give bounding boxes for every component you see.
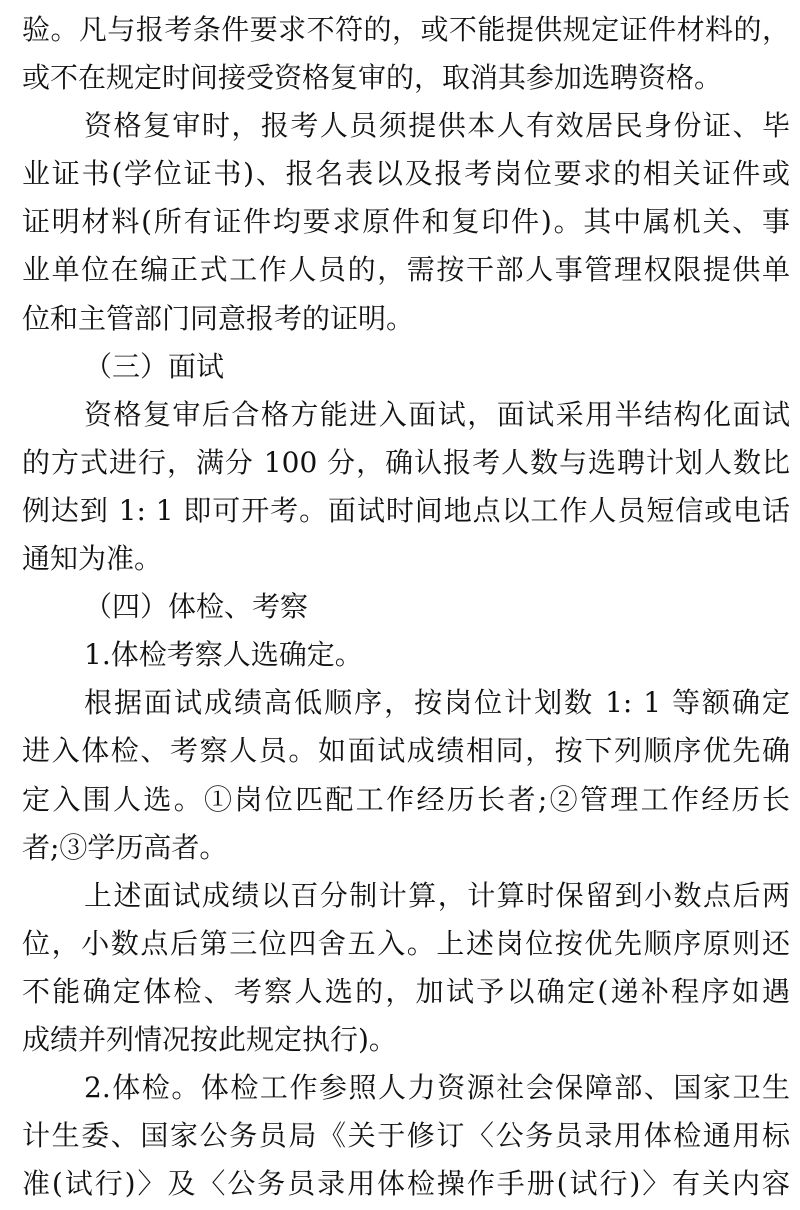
text-line: 成绩并列情况按此规定执行)。 (22, 1022, 397, 1056)
text-line: 者;③学历高者。 (22, 830, 228, 864)
text-line: 业单位在编正式工作人员的，需按干部人事管理权限提供单 (22, 253, 790, 287)
text-line: 例达到 1: 1 即可开考。面试时间地点以工作人员短信或电话 (22, 493, 790, 527)
text-line: 2.体检。体检工作参照人力资源社会保障部、国家卫生 (84, 1071, 790, 1105)
text-line: 或不在规定时间接受资格复审的，取消其参加选聘资格。 (22, 61, 723, 95)
text-line: 计生委、国家公务员局《关于修订〈公务员录用体检通用标 (22, 1119, 790, 1153)
text-line: 不能确定体检、考察人选的，加试予以确定(递补程序如遇 (22, 974, 790, 1008)
text-line: 业证书(学位证书)、报名表以及报考岗位要求的相关证件或 (22, 157, 790, 191)
text-line: 验。凡与报考条件要求不符的，或不能提供规定证件材料的， (22, 13, 790, 46)
subsection-heading: 1.体检考察人选确定。 (84, 638, 363, 672)
text-line: 进入体检、考察人员。如面试成绩相同，按下列顺序优先确 (22, 734, 790, 768)
text-line: 位和主管部门同意报考的证明。 (22, 301, 415, 335)
text-line: 定入围人选。①岗位匹配工作经历长者;②管理工作经历长 (22, 782, 790, 816)
text-line: 准(试行)〉及〈公务员录用体检操作手册(试行)〉有关内容 (22, 1167, 790, 1201)
text-line: 的方式进行，满分 100 分，确认报考人数与选聘计划人数比 (22, 445, 790, 479)
text-line: 通知为准。 (22, 542, 163, 576)
text-line: 上述面试成绩以百分制计算，计算时保留到小数点后两 (84, 878, 790, 912)
section-heading: （三）面试 (84, 349, 225, 383)
text-line: 资格复审后合格方能进入面试，面试采用半结构化面试 (84, 397, 790, 431)
text-line: 位，小数点后第三位四舍五入。上述岗位按优先顺序原则还 (22, 926, 790, 960)
text-line: 证明材料(所有证件均要求原件和复印件)。其中属机关、事 (22, 205, 790, 239)
text-line: 根据面试成绩高低顺序，按岗位计划数 1: 1 等额确定 (84, 686, 790, 720)
section-heading: （四）体检、考察 (84, 590, 309, 624)
text-line: 资格复审时，报考人员须提供本人有效居民身份证、毕 (84, 109, 790, 143)
